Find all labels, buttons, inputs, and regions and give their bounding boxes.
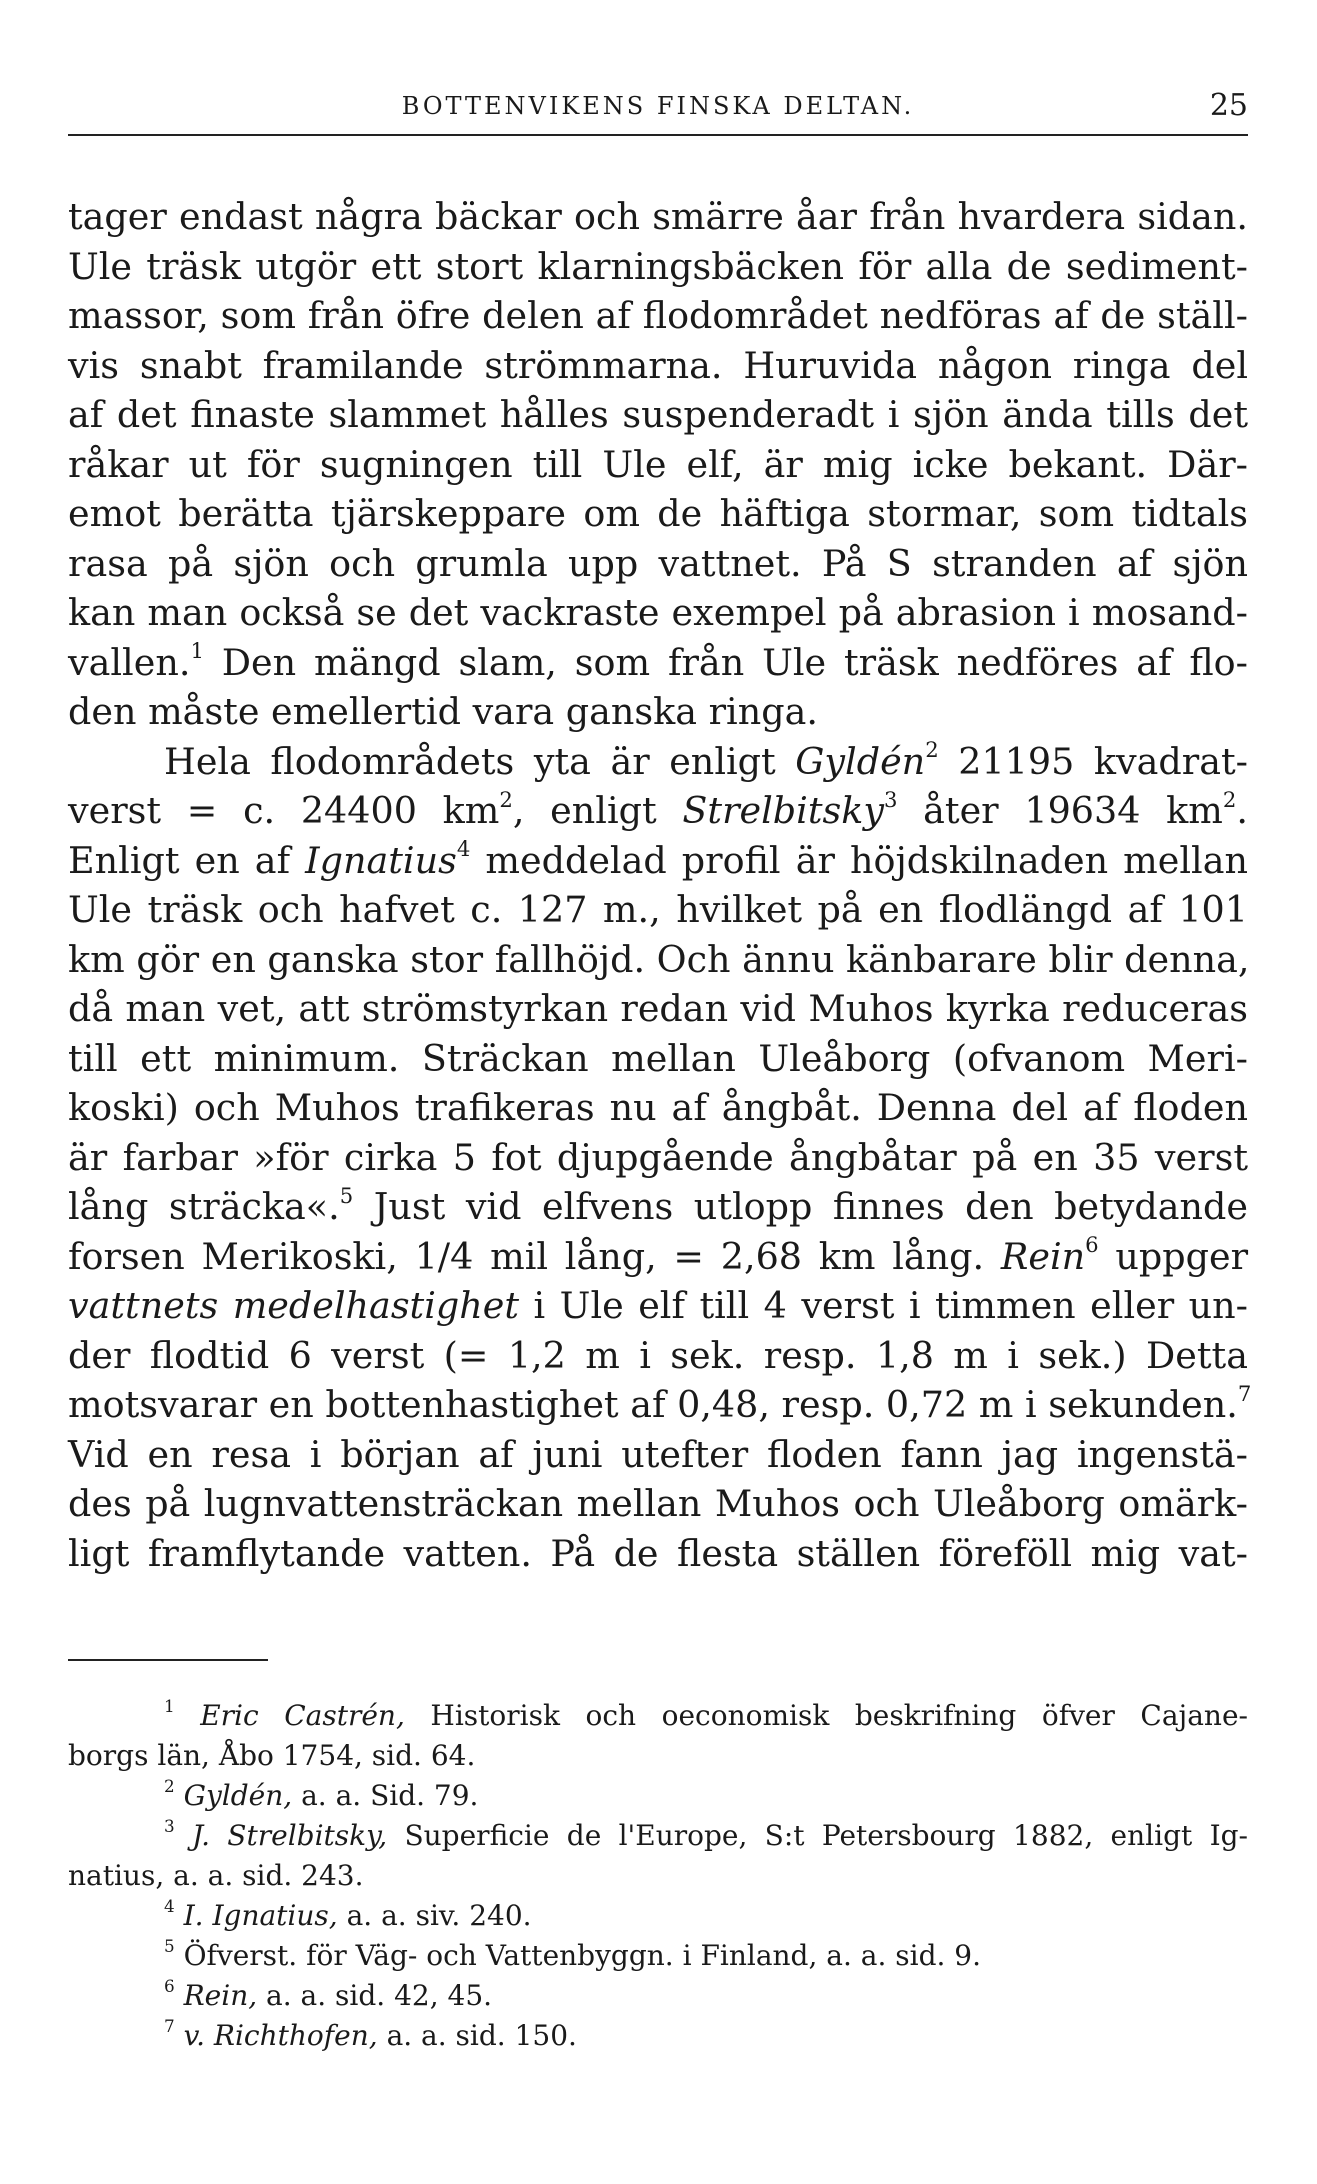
text-line: forsen Merikoski, 1/4 mil lång, = 2,68 km lång. Rein$^6$ uppger bbox=[68, 1232, 1249, 1278]
superscript: 2 bbox=[1222, 786, 1237, 812]
footnote-number: 3 bbox=[164, 1816, 175, 1837]
text-line: af det finaste slammet hålles suspenderadt i sjön ända tills det bbox=[68, 393, 1248, 436]
main-text bbox=[68, 192, 1252, 1578]
text-line: massor, som från öfre delen af flodområdet nedföras af de ställ- bbox=[68, 294, 1248, 337]
fraction: 1/4 bbox=[414, 1234, 474, 1278]
text-line: rasa på sjön och grumla upp vattnet. På S stranden af sjön bbox=[68, 541, 1248, 585]
text-line: då man vet, att strömstyrkan redan vid Muhos kyrka reduceras bbox=[68, 987, 1248, 1030]
author-name: Rein bbox=[1000, 1234, 1086, 1278]
footnote-ref: 2 bbox=[925, 737, 939, 763]
text-line: des på lugnvattensträckan mellan Muhos och Uleåborg omärk- bbox=[68, 1482, 1248, 1525]
footnote-number: 7 bbox=[164, 2016, 175, 2037]
text-line: kan man också se det vackraste exempel på abrasion i mosand- bbox=[68, 591, 1248, 634]
text-line: Enligt en af Ignatius$^4$ meddelad profil är höjdskilnaden mellan bbox=[68, 836, 1248, 882]
author-name: v. Richthofen, bbox=[183, 2019, 378, 2052]
text-line: emot berätta tjärskeppare om de häftiga stormar, som tidtals bbox=[68, 492, 1248, 535]
author-name: Rein, bbox=[183, 1979, 258, 2012]
footnote-number: 1 bbox=[164, 1696, 175, 1717]
author-name: Gyldén bbox=[795, 739, 926, 783]
text-line: verst = c. 24400 $km^2$, enligt Strelbitsky$^3$ åter 19634 $km^2$. bbox=[68, 786, 1248, 832]
author-name: I. Ignatius, bbox=[183, 1899, 338, 1932]
text-line: råkar ut för sugningen till Ule elf, är mig icke bekant. Där- bbox=[68, 442, 1248, 486]
footnote-ref: 5 bbox=[339, 1182, 354, 1208]
footnote-rule bbox=[68, 1659, 268, 1661]
footnote-line: borgs län, Åbo 1754, sid. 64. bbox=[68, 1739, 476, 1772]
footnote-number: 4 bbox=[164, 1896, 175, 1917]
author-name: J. Strelbitsky, bbox=[192, 1819, 388, 1852]
running-head-title: BOTTENVIKENS FINSKA DELTAN. bbox=[401, 92, 915, 120]
page-number: 25 bbox=[1209, 88, 1248, 123]
text-line: der flodtid 6 verst (= 1,2 m i sek. resp. 1,8 m i sek.) Detta bbox=[68, 1333, 1248, 1377]
footnote-line: $^7$ v. Richthofen, a. a. sid. 150. bbox=[164, 2016, 577, 2052]
author-name: Ignatius bbox=[305, 838, 457, 882]
footnote-number: 5 bbox=[164, 1936, 175, 1957]
footnote-ref: 3 bbox=[883, 786, 898, 812]
footnote-line: $^3$ J. Strelbitsky, Superficie de l'Europe, S:t Petersbourg 1882, enligt Ig- bbox=[164, 1816, 1249, 1852]
text-line: Hela flodområdets yta är enligt Gyldén$^2$ 21195 kvadrat- bbox=[164, 737, 1248, 783]
text-line: till ett minimum. Sträckan mellan Uleåborg (ofvanom Meri- bbox=[68, 1036, 1248, 1080]
footnote-ref: 7 bbox=[1237, 1380, 1252, 1406]
footnote-ref: 6 bbox=[1085, 1232, 1099, 1258]
text-line: vattnets medelhastighet i Ule elf till 4 verst i timmen eller un- bbox=[68, 1284, 1248, 1327]
text-line: den måste emellertid vara ganska ringa. bbox=[68, 690, 818, 733]
footnote-line: $^1$ Eric Castrén, Historisk och oeconomisk beskrifning öfver Cajane- bbox=[164, 1696, 1248, 1732]
text-line: motsvarar en bottenhastighet af 0,48, resp. 0,72 m i sekunden.$^7$ bbox=[68, 1380, 1252, 1426]
footnotes bbox=[68, 1696, 1248, 2056]
text-line: tager endast några bäckar och smärre åar från hvardera sidan. bbox=[68, 195, 1248, 238]
footnote-line: $^2$ Gyldén, a. a. Sid. 79. bbox=[164, 1776, 479, 1812]
footnote-ref: 1 bbox=[190, 638, 204, 664]
text-line: vis snabt framilande strömmarna. Huruvida någon ringa del bbox=[68, 343, 1248, 387]
text-line: Vid en resa i början af juni utefter floden fann jag ingenstä- bbox=[68, 1432, 1248, 1476]
text-line: km gör en ganska stor fallhöjd. Och ännu känbarare blir denna, bbox=[68, 937, 1250, 981]
emphasis: vattnets medelhastighet bbox=[68, 1284, 520, 1327]
footnote-line: $^6$ Rein, a. a. sid. 42, 45. bbox=[164, 1976, 493, 2012]
running-head bbox=[68, 86, 1248, 130]
header-rule bbox=[68, 134, 1248, 136]
author-name: Eric Castrén, bbox=[200, 1699, 405, 1732]
text-line: koski) och Muhos trafikeras nu af ångbåt. Denna del af floden bbox=[68, 1086, 1248, 1129]
footnote-line: natius, a. a. sid. 243. bbox=[68, 1859, 364, 1892]
text-line: ligt framflytande vatten. På de flesta ställen föreföll mig vat- bbox=[68, 1531, 1248, 1575]
text-line: Ule träsk utgör ett stort klarningsbäcken för alla de sediment- bbox=[68, 244, 1248, 288]
text-line: är farbar »för cirka 5 fot djupgående ångbåtar på en 35 verst bbox=[68, 1135, 1248, 1179]
text-line: lång sträcka«.$^5$ Just vid elfvens utlopp finnes den betydande bbox=[68, 1182, 1248, 1228]
superscript: 2 bbox=[499, 786, 513, 812]
footnote-ref: 4 bbox=[456, 836, 471, 862]
footnote-number: 6 bbox=[164, 1976, 175, 1997]
footnote-line: $^4$ I. Ignatius, a. a. siv. 240. bbox=[164, 1896, 532, 1932]
author-name: Strelbitsky bbox=[682, 789, 884, 832]
text-line: vallen.$^1$ Den mängd slam, som från Ule träsk nedföres af flo- bbox=[68, 638, 1248, 684]
footnote-line: $^5$ Öfverst. för Väg- och Vattenbyggn. i Finland, a. a. sid. 9. bbox=[164, 1936, 982, 1972]
text-line: Ule träsk och hafvet c. 127 m., hvilket på en flodlängd af 101 bbox=[68, 888, 1248, 931]
footnote-number: 2 bbox=[164, 1776, 175, 1797]
author-name: Gyldén, bbox=[183, 1779, 293, 1812]
